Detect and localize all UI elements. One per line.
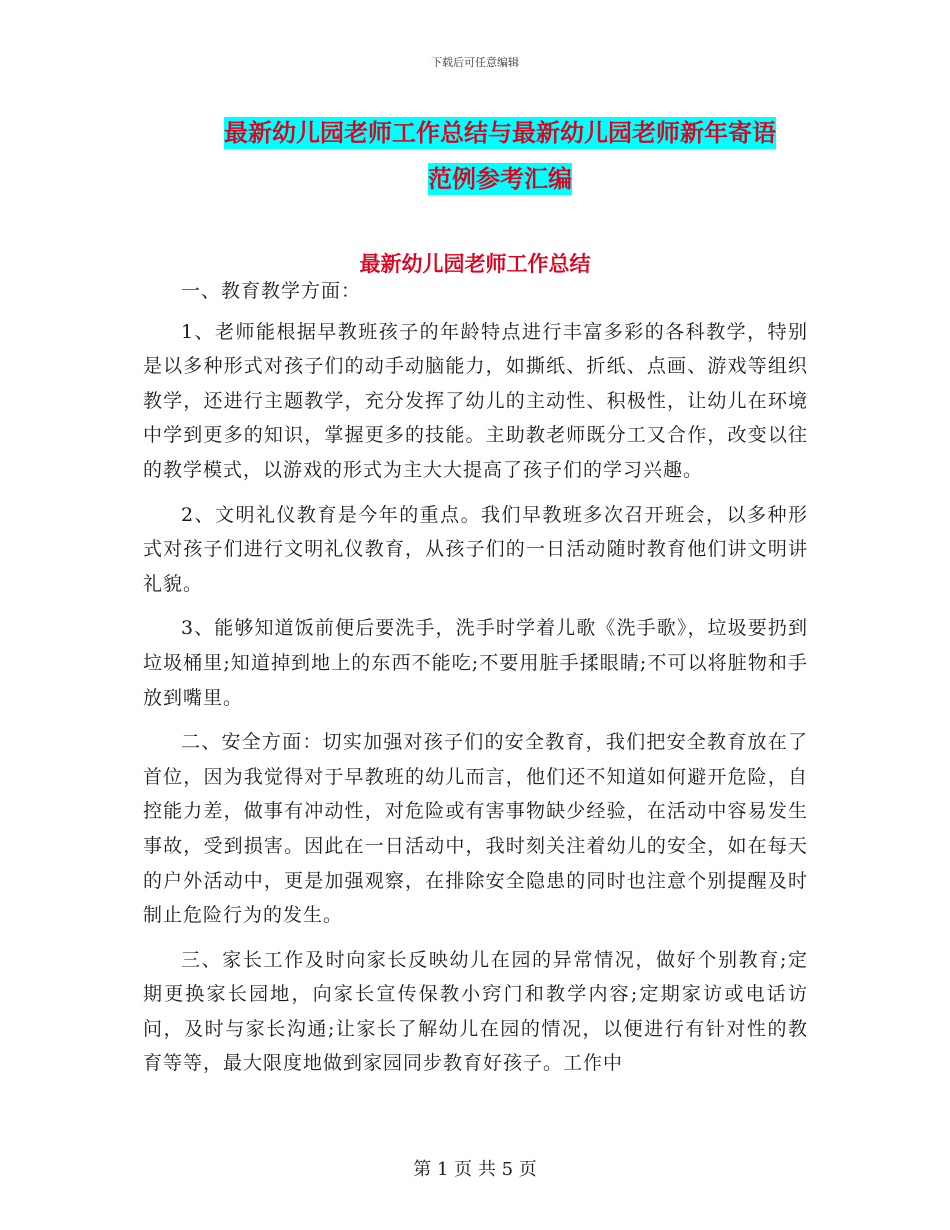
paragraph-item-3: 3、能够知道饭前便后要洗手，洗手时学着儿歌《洗手歌》，垃圾要扔到垃圾桶里;知道掉到地上的东西不能吃;不要用脏手揉眼睛;不可以将脏物和手放到嘴里。	[143, 617, 808, 709]
section-title: 最新幼儿园老师工作总结	[359, 252, 591, 276]
document-title	[140, 110, 860, 202]
paragraph-item-1: 1、老师能根据早教班孩子的年龄特点进行丰富多彩的各科教学，特别是以多种形式对孩子们的动手动脑能力，如撕纸、折纸、点画、游戏等组织教学，还进行主题教学，充分发挥了幼儿的主动性、积极性，让幼儿在环境中学到更多的知识，掌握更多的技能。主助教老师既分工又合作，改变以往的教学模式，以游戏的形式为主大大提高了孩子们的学习兴趣。	[143, 320, 808, 481]
body-text	[143, 274, 808, 1091]
document-title-line-2: 范例参考汇编	[428, 165, 572, 193]
paragraph-parents: 三、家长工作及时向家长反映幼儿在园的异常情况，做好个别教育;定期更换家长园地，向家长宣传保教小窍门和教学内容;定期家访或电话访问，及时与家长沟通;让家长了解幼儿在园的情况，以便进行有针对性的教育等等，最大限度地做到家园同步教育好孩子。工作中	[143, 948, 808, 1075]
paragraph-education-heading: 一、教育教学方面：	[181, 280, 362, 302]
paragraph-item-2: 2、文明礼仪教育是今年的重点。我们早教班多次召开班会，以多种形式对孩子们进行文明礼仪教育，从孩子们的一日活动随时教育他们讲文明讲礼貌。	[143, 503, 808, 595]
document-title-line-1: 最新幼儿园老师工作总结与最新幼儿园老师新年寄语	[224, 119, 776, 147]
header-note: 下载后可任意编辑	[431, 56, 519, 69]
paragraph-safety: 二、安全方面：切实加强对孩子们的安全教育，我们把安全教育放在了首位，因为我觉得对于早教班的幼儿而言，他们还不知道如何避开危险，自控能力差，做事有冲动性，对危险或有害事物缺少经验，在活动中容易发生事故，受到损害。因此在一日活动中，我时刻关注着幼儿的安全，如在每天的户外活动中，更是加强观察，在排除安全隐患的同时也注意个别提醒及时制止危险行为的发生。	[143, 731, 808, 927]
page-footer: 第 1 页 共 5 页	[413, 1159, 537, 1180]
